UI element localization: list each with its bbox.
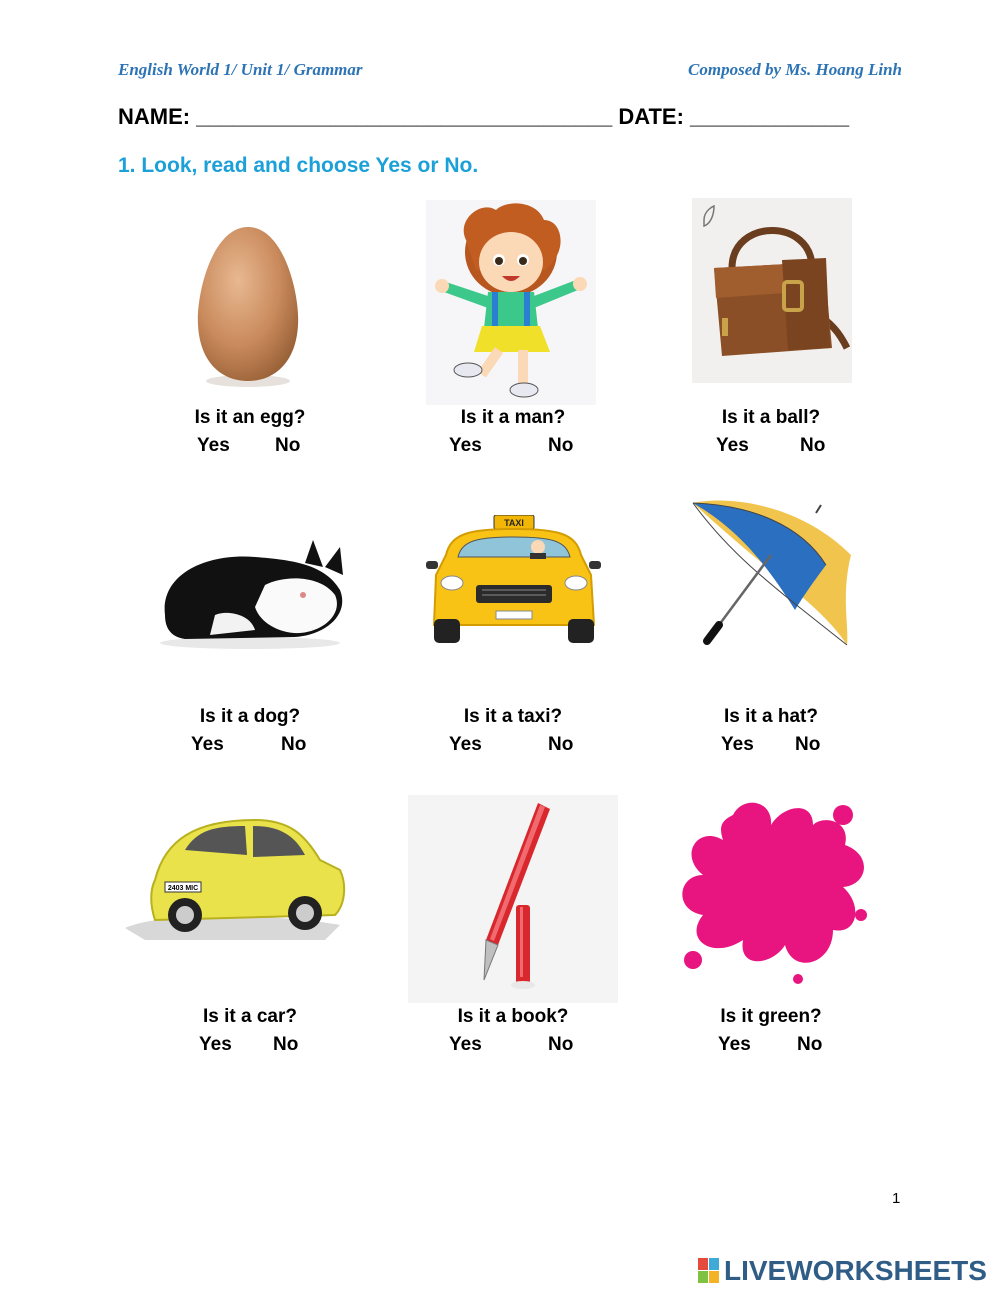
no-option[interactable]: No: [281, 734, 307, 755]
item-egg: [120, 195, 380, 465]
no-option[interactable]: No: [795, 734, 821, 755]
yes-option[interactable]: Yes: [191, 734, 224, 755]
item-girl: [383, 195, 643, 465]
item-umbrella: [641, 495, 901, 765]
name-date-line: NAME: __________________________________ DATE: _____________: [118, 104, 850, 129]
car-image: [125, 810, 350, 940]
umbrella-image: [691, 495, 856, 655]
yes-option[interactable]: Yes: [718, 1034, 751, 1055]
bag-image: [692, 198, 852, 383]
yes-option[interactable]: Yes: [199, 1034, 232, 1055]
yes-option[interactable]: Yes: [449, 734, 482, 755]
item-bag: [641, 195, 901, 465]
taxi-sign-text: TAXI: [504, 518, 524, 528]
girl-image: [426, 200, 596, 405]
yes-option[interactable]: Yes: [197, 435, 230, 456]
yes-option[interactable]: Yes: [449, 1034, 482, 1055]
yes-option[interactable]: Yes: [716, 435, 749, 456]
header-left: English World 1/ Unit 1/ Grammar: [118, 60, 363, 79]
question: Is it a car?: [203, 1006, 297, 1027]
no-option[interactable]: No: [275, 435, 301, 456]
question: Is it a taxi?: [463, 706, 563, 727]
question: Is it a hat?: [724, 706, 818, 727]
question: Is it a man?: [460, 407, 566, 428]
yes-option[interactable]: Yes: [449, 435, 482, 456]
instruction: 1. Look, read and choose Yes or No.: [118, 154, 479, 177]
egg-image: [190, 215, 310, 390]
logo-text: LIVEWORKSHEETS: [724, 1255, 987, 1286]
no-option[interactable]: No: [548, 435, 574, 456]
question: Is it a dog?: [199, 706, 301, 727]
license-plate-text: 2403 MIC: [167, 885, 199, 892]
page-number: 1: [892, 1190, 901, 1207]
item-cat: [120, 495, 380, 765]
item-splash: [641, 795, 901, 1065]
question: Is it green?: [720, 1006, 822, 1027]
item-pen: [383, 795, 643, 1065]
item-taxi: [383, 495, 643, 765]
header-right: Composed by Ms. Hoang Linh: [688, 60, 902, 79]
no-option[interactable]: No: [548, 734, 574, 755]
pen-image: [408, 795, 618, 1003]
question: Is it a book?: [457, 1006, 569, 1027]
question: Is it a ball?: [721, 407, 821, 428]
logo-icon: [698, 1258, 720, 1284]
no-option[interactable]: No: [800, 435, 826, 456]
pink-splash-image: [673, 795, 873, 985]
cat-image: [155, 535, 355, 650]
no-option[interactable]: No: [273, 1034, 299, 1055]
taxi-image: [426, 515, 601, 645]
liveworksheets-logo[interactable]: [698, 1255, 987, 1287]
item-car: [120, 795, 380, 1065]
yes-option[interactable]: Yes: [721, 734, 754, 755]
no-option[interactable]: No: [797, 1034, 823, 1055]
question: Is it an egg?: [194, 407, 306, 428]
no-option[interactable]: No: [548, 1034, 574, 1055]
